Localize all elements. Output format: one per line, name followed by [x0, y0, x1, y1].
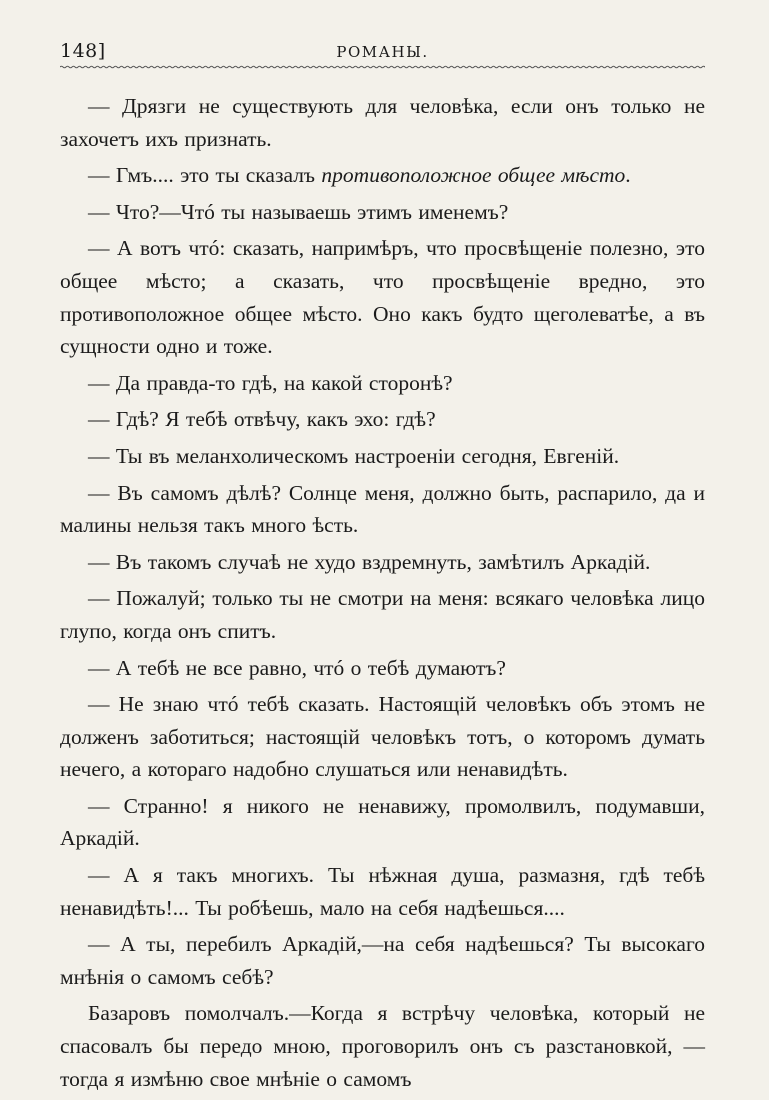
paragraph-text: . [625, 163, 631, 188]
header-wavy-rule [60, 64, 705, 70]
running-title: РОМАНЫ. [336, 43, 429, 61]
paragraph: — А ты, перебилъ Аркадій,—на себя надѣешься? Ты высокаго мнѣнія о самомъ себѣ? [60, 932, 705, 989]
paragraph: — Ты въ меланхолическомъ настроеніи сегодня, Евгеній. [88, 443, 620, 468]
paragraph: Базаровъ помолчалъ.—Когда я встрѣчу человѣка, который не спасовалъ бы передо мною, проговорилъ онъ съ разстановкой, — тогда я измѣню свое мнѣніе о самомъ [60, 1001, 705, 1091]
paragraph: — Да правда-то гдѣ, на какой сторонѣ? [88, 370, 453, 395]
paragraph: — А вотъ чтó: сказать, напримѣръ, что просвѣщеніе полезно, это общее мѣсто; а сказать, что просвѣщеніе вредно, это противоположное общее мѣсто. Оно какъ будто щеголеватѣе, а въ сущности одно и тоже. [60, 236, 705, 359]
body-text [60, 90, 705, 1099]
paragraph: — Не знаю чтó тебѣ сказать. Настоящій человѣкъ объ этомъ не долженъ заботиться; настоящій человѣкъ тотъ, о которомъ думать нечего, а котораго надобно слушаться или ненавидѣть. [60, 692, 705, 782]
paragraph-text: — Гмъ.... это ты сказалъ [88, 163, 322, 188]
paragraph: — Пожалуй; только ты не смотри на меня: всякаго человѣка лицо глупо, когда онъ спитъ. [60, 586, 705, 643]
paragraph: — Гдѣ? Я тебѣ отвѣчу, какъ эхо: гдѣ? [88, 407, 436, 432]
italic-phrase: противоположное общее мѣсто [321, 163, 626, 188]
paragraph: — Странно! я никого не ненавижу, промолвилъ, подумавши, Аркадій. [60, 793, 705, 851]
paragraph: — А я такъ многихъ. Ты нѣжная душа, размазня, гдѣ тебѣ ненавидѣть!... Ты робѣешь, мало на себя надѣешься.... [60, 863, 705, 920]
paragraph: — А тебѣ не все равно, чтó о тебѣ думаютъ? [88, 655, 506, 680]
paragraph: — Въ самомъ дѣлѣ? Солнце меня, должно быть, распарило, да и малины нельзя такъ много ѣсть. [60, 480, 705, 538]
paragraph: — Что?—Чтó ты называешь этимъ именемъ? [88, 199, 509, 224]
paragraph: — Въ такомъ случаѣ не худо вздремнуть, замѣтилъ Аркадій. [88, 549, 651, 574]
page-number: 148] [60, 40, 106, 62]
paragraph: — Дрязги не существують для человѣка, если онъ только не захочетъ ихъ признать. [60, 94, 705, 151]
paragraph [60, 159, 705, 192]
